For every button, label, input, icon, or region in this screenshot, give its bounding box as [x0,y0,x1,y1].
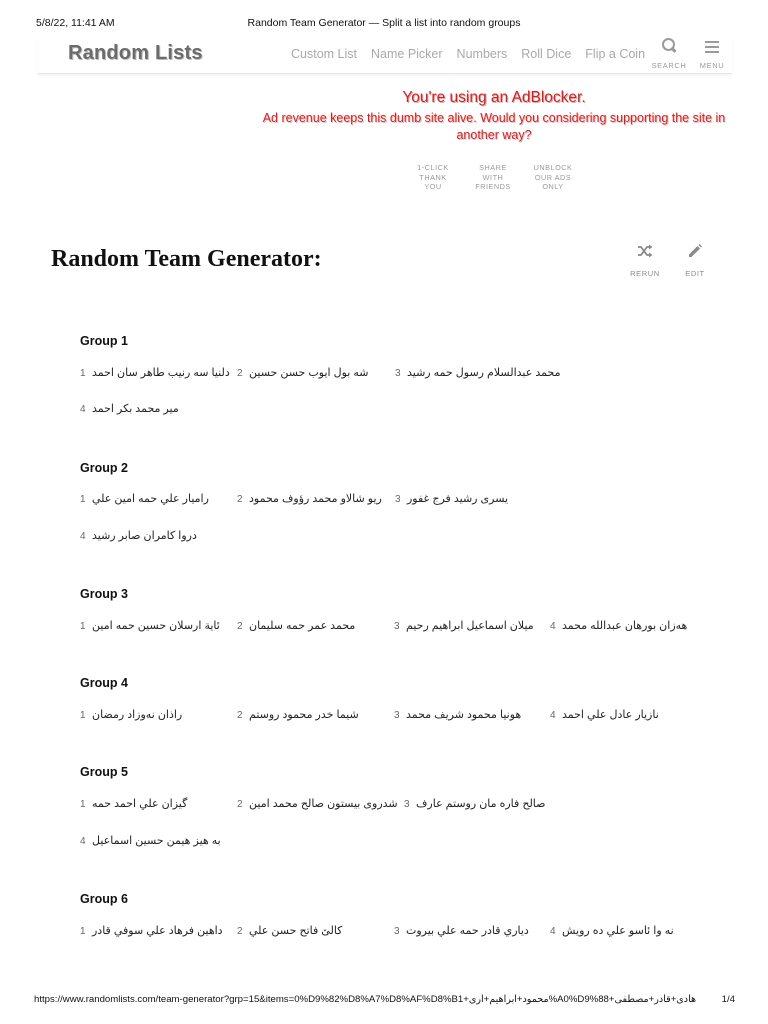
list-item [394,708,521,724]
group-5-title: Group 5 [80,765,128,779]
shuffle-icon [637,244,653,258]
nav-custom-list[interactable]: Custom List [291,47,357,61]
list-item [80,366,230,382]
member-number: 1 [80,799,86,810]
member-name: شه بول ایوب حسن حسین [249,367,369,379]
member-number: 1 [80,710,86,721]
member-number: 2 [237,621,243,632]
member-name: دیاري قادر حمه علي بیروت [406,925,529,937]
member-name: کالێ فاتح حسن علي [249,925,343,937]
search-icon [662,38,676,54]
member-number: 3 [394,710,400,721]
member-name: ریو شالاو محمد رؤوف محمود [249,493,382,505]
hamburger-menu-icon [705,40,719,54]
member-number: 2 [237,710,243,721]
member-number: 2 [237,799,243,810]
group-6-title: Group 6 [80,892,128,906]
share-with-friends-link[interactable]: SHARE WITH FRIENDS [475,163,511,191]
member-name: هونیا محمود شریف محمد [406,709,522,721]
one-click-thank-you-link[interactable]: 1-CLICK THANK YOU [417,163,449,191]
print-url: https://www.randomlists.com/team-generator?grp=15&items=0%D9%82%D8%A7%D8%AF%D8%B1+محمود+ابراهیم+اری%A0%D9%88+هادی+قادر+مصطفى [34,994,696,1005]
page-title: Random Team Generator: [51,246,322,272]
member-name: راذان نه‌وزاد رمضان [92,709,183,721]
member-name: داهین فرهاد علي سوفي قادر [92,925,223,937]
member-name: گیزان علي احمد حمه [92,798,188,810]
adblock-message: Ad revenue keeps this dumb site alive. Would you considering supporting the site in another way? [262,111,726,142]
member-number: 1 [80,494,86,505]
list-item [237,492,382,508]
rerun-label: RERUN [630,269,660,278]
member-name: میلان اسماعیل ابراهیم رحیم [406,620,534,632]
list-item [80,834,221,850]
unblock-our-ads-link[interactable]: UNBLOCK OUR ADS ONLY [533,163,573,191]
list-item [404,797,546,813]
group-3-title: Group 3 [80,587,128,601]
member-name: رامیار علي حمه امین علي [92,493,209,505]
list-item [550,708,659,724]
list-item [237,708,359,724]
print-document-title: Random Team Generator — Split a list into random groups [247,17,521,29]
member-number: 2 [237,368,243,379]
list-item [394,619,534,635]
list-item [237,797,398,813]
list-item [395,492,508,508]
member-name: دروا کامران صابر رشید [92,530,197,542]
list-item [80,529,197,545]
member-name: ئاية ارسلان حسین حمه امین [92,620,220,632]
menu-label: MENU [699,61,725,70]
list-item [80,492,209,508]
search-label: SEARCH [651,61,687,70]
member-name: شدروی بیستون صالح محمد امین [249,798,398,810]
member-number: 4 [80,531,86,542]
list-item [237,619,355,635]
nav-numbers[interactable]: Numbers [456,47,508,61]
rerun-button[interactable] [625,244,665,278]
member-number: 4 [80,404,86,415]
member-name: میر محمد بکر احمد [92,403,179,415]
member-number: 1 [80,368,86,379]
member-number: 3 [395,368,401,379]
search-button[interactable] [649,38,689,70]
edit-button[interactable] [675,244,715,278]
print-footer [0,994,768,1008]
member-name: محمد عمر حمه سلیمان [249,620,356,632]
list-item [550,619,687,635]
group-1-title: Group 1 [80,334,128,348]
pencil-icon [688,244,702,258]
print-datetime: 5/8/22, 11:41 AM [36,17,115,29]
member-number: 1 [80,621,86,632]
member-number: 4 [80,836,86,847]
site-header [38,36,732,74]
member-number: 4 [550,710,556,721]
member-name: شیما خدر محمود روستم [249,709,359,721]
list-item [80,402,179,418]
member-number: 1 [80,926,86,937]
member-number: 3 [394,621,400,632]
site-logo[interactable]: Random Lists [68,42,203,64]
group-4-title: Group 4 [80,676,128,690]
list-item [550,924,674,940]
nav-name-picker[interactable]: Name Picker [371,47,443,61]
member-number: 3 [404,799,410,810]
nav-flip-a-coin[interactable]: Flip a Coin [585,47,646,61]
member-name: به هیز هیمن حسین اسماعیل [92,835,221,847]
list-item [394,924,529,940]
list-item [237,924,342,940]
member-name: نه وا ئاسو علي ده رویش [562,925,674,937]
list-item [80,619,220,635]
adblock-actions [412,163,574,192]
adblock-headline: You're using an AdBlocker. [402,89,586,106]
adblock-notice [262,89,726,144]
print-header [0,17,768,31]
member-number: 4 [550,621,556,632]
list-item [80,924,223,940]
member-number: 3 [394,926,400,937]
member-name: هه‌زان بورهان عبدالله محمد [562,620,688,632]
list-item [395,366,560,382]
nav-roll-dice[interactable]: Roll Dice [521,47,572,61]
list-item [237,366,369,382]
member-name: یسری رشید فرج غفور [407,493,509,505]
member-number: 2 [237,926,243,937]
list-item [80,708,182,724]
print-page-number: 1/4 [721,994,735,1005]
list-item [80,797,187,813]
edit-label: EDIT [685,269,705,278]
member-name: محمد عبدالسلام رسول حمه رشید [407,367,561,379]
member-number: 3 [395,494,401,505]
menu-button[interactable] [692,38,732,70]
member-number: 2 [237,494,243,505]
member-name: نازیار عادل علي احمد [562,709,659,721]
member-name: دلنیا سه رنیب طاهر سان احمد [92,367,230,379]
group-2-title: Group 2 [80,461,128,475]
main-nav [291,47,645,61]
member-name: صالح فاره مان روستم عارف [416,798,546,810]
member-number: 4 [550,926,556,937]
